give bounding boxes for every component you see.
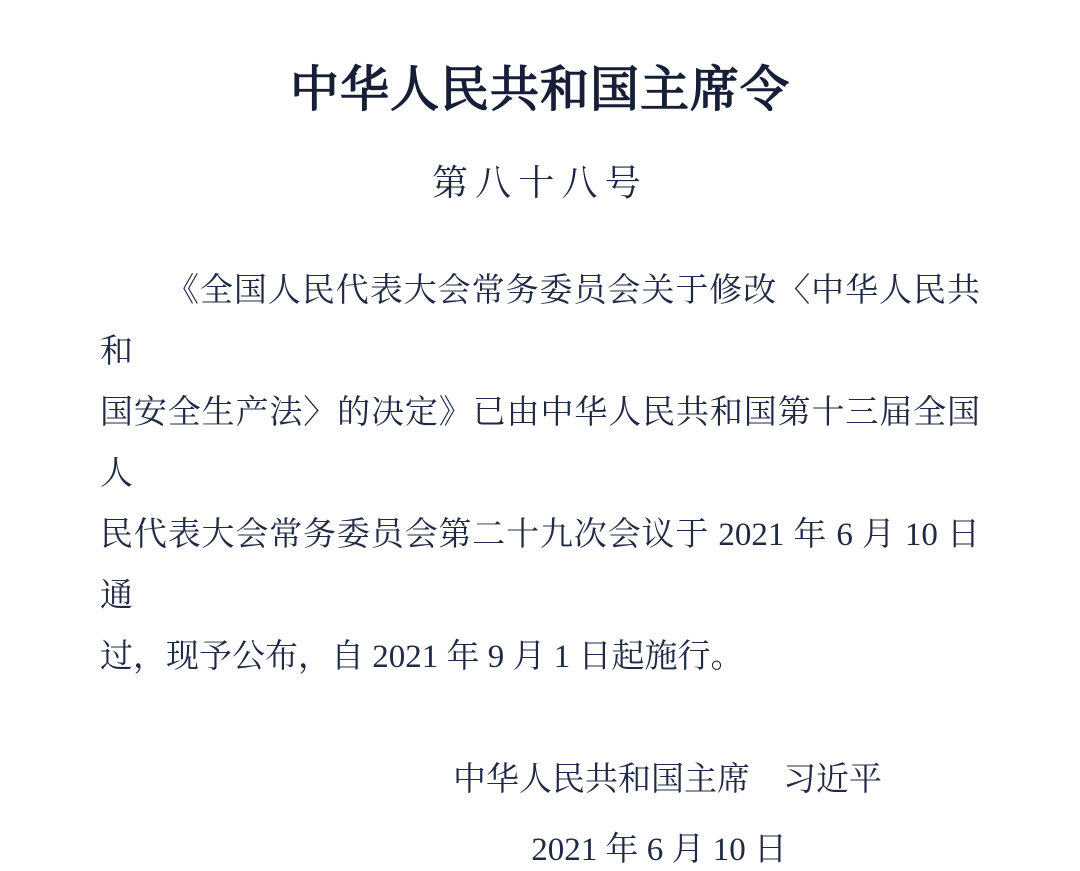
body-line: 过，现予公布，自 2021 年 9 月 1 日起施行。 bbox=[100, 638, 744, 675]
date-line: 2021 年 6 月 10 日 bbox=[531, 831, 787, 868]
signature-line: 中华人民共和国主席 习近平 bbox=[453, 761, 882, 798]
body-line: 《全国人民代表大会常务委员会关于修改〈中华人民共和 bbox=[100, 272, 980, 370]
body-line: 国安全生产法〉的决定》已由中华人民共和国第十三届全国人 bbox=[100, 394, 980, 492]
order-number: 第八十八号 bbox=[431, 163, 648, 204]
document-body bbox=[100, 261, 980, 688]
document-title: 中华人民共和国主席令 bbox=[289, 63, 790, 117]
body-line: 民代表大会常务委员会第二十九次会议于 2021 年 6 月 10 日通 bbox=[100, 516, 980, 614]
